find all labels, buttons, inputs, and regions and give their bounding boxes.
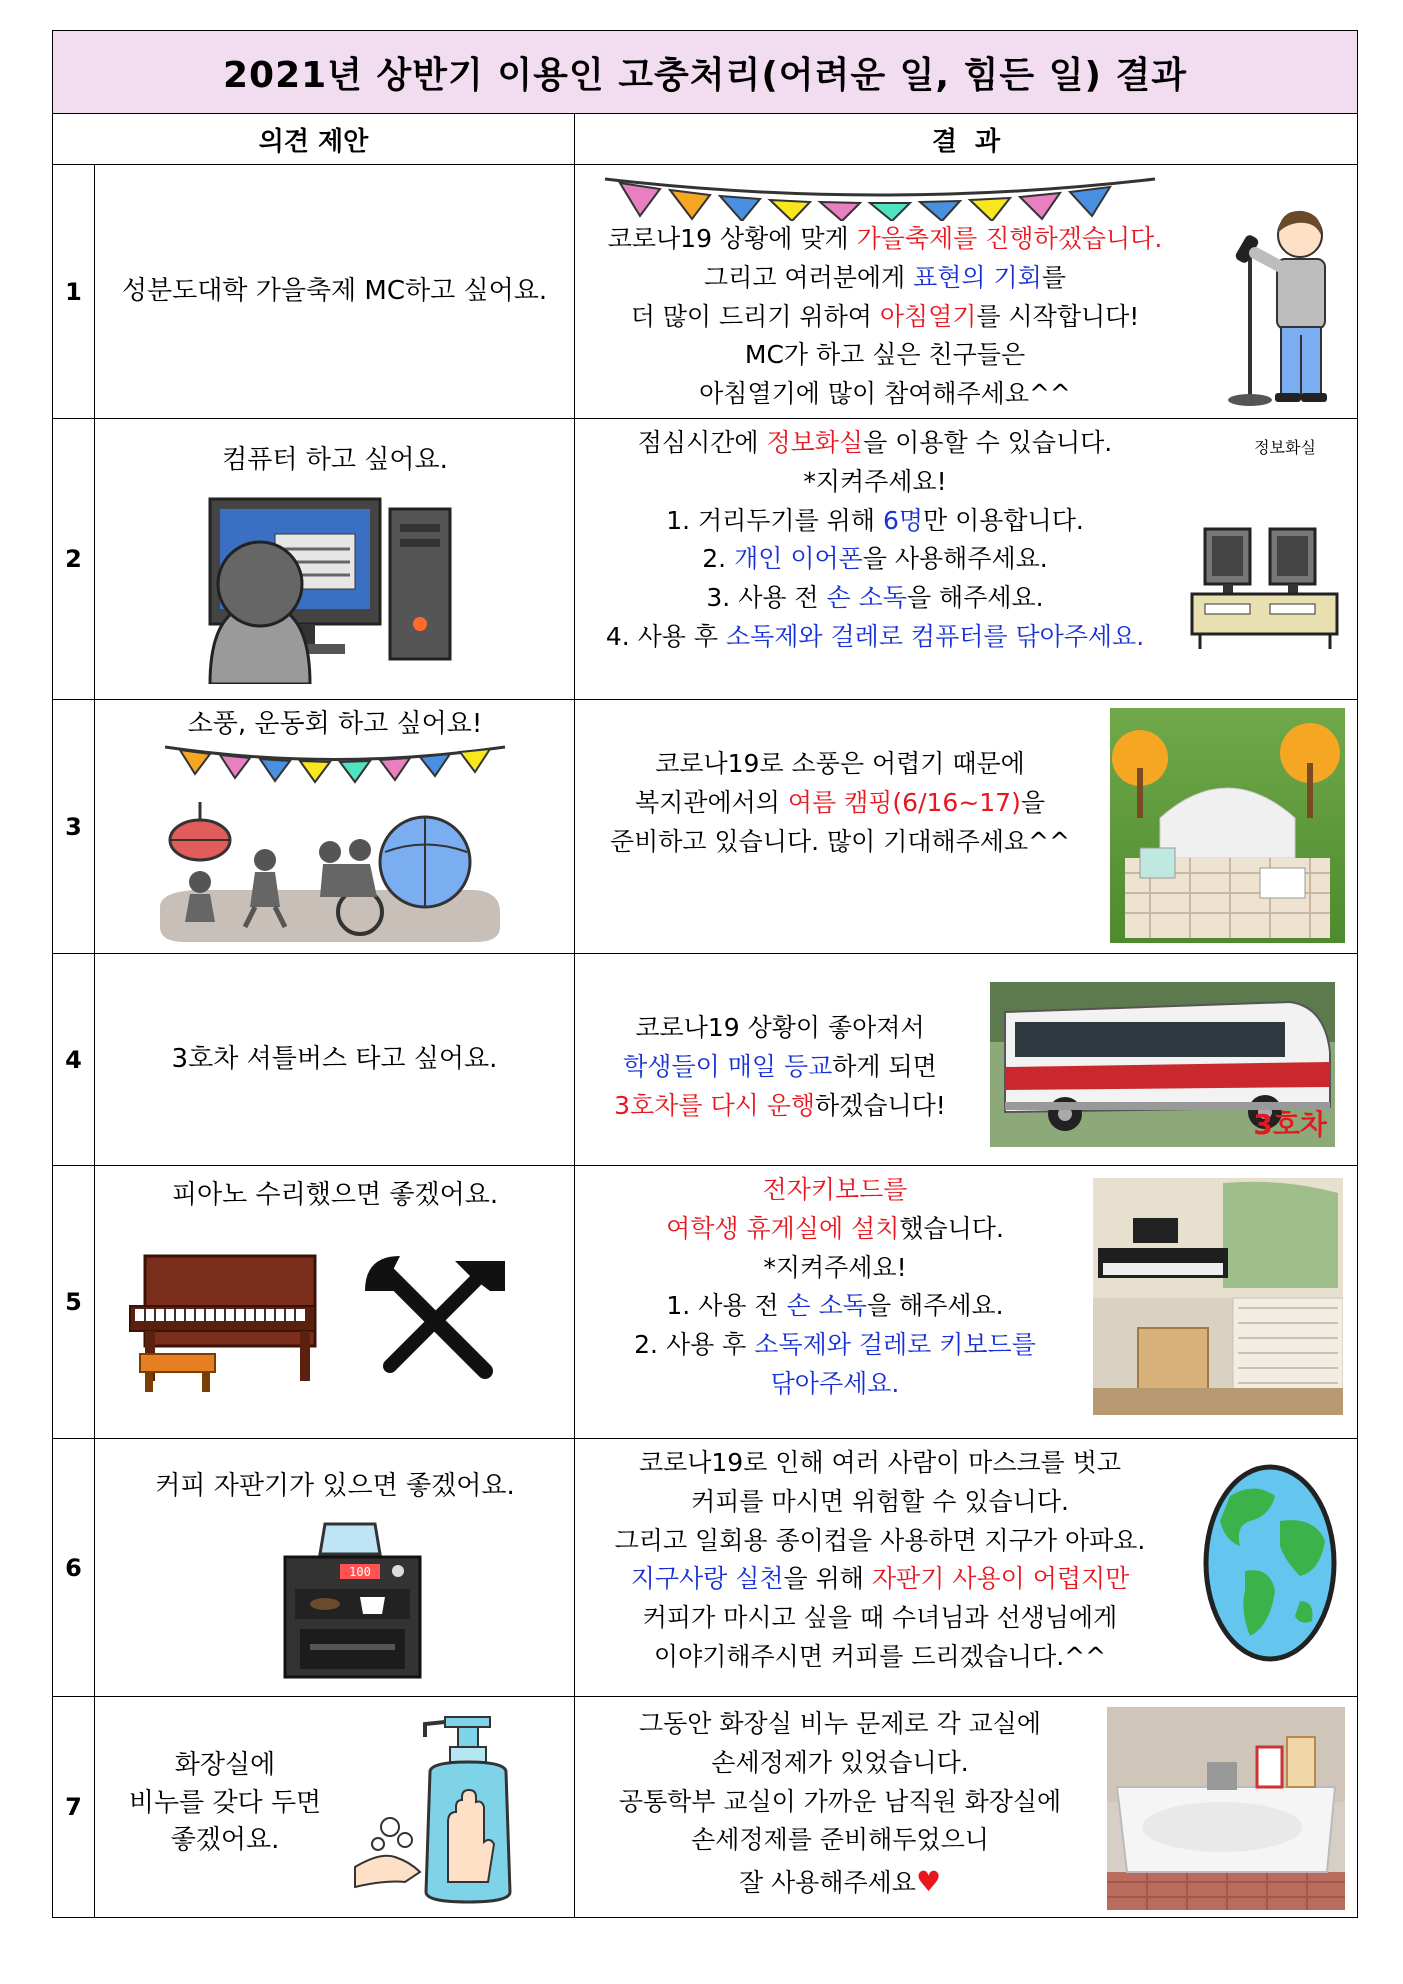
camping-photo [1110, 708, 1345, 943]
repair-tools-icon [360, 1251, 510, 1391]
document-sheet [52, 30, 1357, 1918]
heart-icon: ♥ [915, 1865, 942, 1898]
result-cell [575, 954, 1358, 1166]
row-number: 1 [53, 165, 95, 419]
result-text: 코로나19로 소풍은 어렵기 때문에 복지관에서의 여름 캠핑(6/16~17)을 준비하고 있습니다. 많이 기대해주세요^^ [609, 749, 1071, 856]
coffee-machine-illustration [280, 1519, 425, 1679]
bunting-decoration [600, 171, 1160, 221]
result-text: 점심시간에 정보화실을 이용할 수 있습니다. *지켜주세요! 1. 거리두기를 위해 6명만 이용합니다. 2. 개인 이어폰을 사용해주세요. 3. 사용 전 손 소독을 해주세요. 4. 사용 후 소독제와 걸레로 컴퓨터를 닦아주세요. [605, 428, 1145, 651]
table-row [53, 1439, 1358, 1697]
row-number: 4 [53, 954, 95, 1166]
machine-display-value: 100 [349, 1565, 371, 1579]
opinion-text: 화장실에 비누를 갖다 두면 좋겠어요. [128, 1750, 322, 1856]
room-label: 정보화실 [1254, 438, 1316, 457]
result-cell [575, 419, 1358, 700]
table-row [53, 700, 1358, 954]
opinion-cell [95, 1166, 575, 1439]
header-result: 결 과 [575, 114, 1358, 165]
washroom-sink-photo [1107, 1707, 1345, 1910]
keyboard-room-photo [1093, 1178, 1343, 1415]
table-row [53, 1166, 1358, 1439]
opinion-cell [95, 1439, 575, 1697]
table-row [53, 165, 1358, 419]
result-cell [575, 700, 1358, 954]
opinion-text: 커피 자판기가 있으면 좋겠어요. [155, 1471, 515, 1501]
row-number: 7 [53, 1697, 95, 1918]
result-text: 그동안 화장실 비누 문제로 각 교실에 손세정제가 있었습니다. 공통학부 교실이 가까운 남직원 화장실에 손세정제를 준비해두었으니 잘 사용해주세요♥ [618, 1709, 1062, 1898]
piano-illustration [110, 1246, 320, 1396]
computer-room-illustration [1190, 519, 1340, 649]
opinion-cell [95, 419, 575, 700]
table-row [53, 1697, 1358, 1918]
row-number: 3 [53, 700, 95, 954]
mc-person-illustration [1225, 195, 1345, 410]
opinion-text: 컴퓨터 하고 싶어요. [222, 445, 448, 475]
result-cell [575, 1166, 1358, 1439]
row-number: 6 [53, 1439, 95, 1697]
shuttle-bus-photo [990, 982, 1335, 1147]
hand-wash-illustration [350, 1712, 570, 1907]
opinion-text: 3호차 셔틀버스 타고 싶어요. [171, 1044, 498, 1074]
result-cell [575, 1697, 1358, 1918]
opinion-cell [95, 700, 575, 954]
result-cell [575, 1439, 1358, 1697]
computer-user-illustration [205, 494, 455, 684]
result-text: 코로나19로 인해 여러 사람이 마스크를 벗고 커피를 마시면 위험할 수 있습니다. 그리고 일회용 종이컵을 사용하면 지구가 아파요. 지구사랑 실천을 위해 자판기 사용이 어렵지만 커피가 마시고 싶을 때 수녀님과 선생님에게 이야기해주시면 커피를 드리겠습니다.^^ [614, 1448, 1146, 1671]
header-opinion: 의견 제안 [53, 114, 575, 165]
opinion-cell [95, 954, 575, 1166]
result-text: 전자키보드를 여학생 휴게실에 설치했습니다. *지켜주세요! 1. 사용 전 손 소독을 해주세요. 2. 사용 후 소독제와 걸레로 키보드를 닦아주세요. [634, 1175, 1036, 1398]
table-row [53, 419, 1358, 700]
row-number: 2 [53, 419, 95, 700]
opinion-cell [95, 165, 575, 419]
bus-number-label: 3호차 [1253, 1108, 1327, 1141]
result-cell [575, 165, 1358, 419]
result-table [52, 30, 1358, 1918]
table-row [53, 954, 1358, 1166]
opinion-text: 성분도대학 가을축제 MC하고 싶어요. [121, 276, 548, 306]
row-number: 5 [53, 1166, 95, 1439]
result-text: 코로나19 상황이 좋아져서 학생들이 매일 등교하게 되면 3호차를 다시 운행하겠습니다! [614, 1013, 946, 1120]
opinion-cell [95, 1697, 575, 1918]
opinion-text: 피아노 수리했으면 좋겠어요. [171, 1180, 499, 1210]
earth-globe-illustration [1200, 1461, 1340, 1666]
document-title: 2021년 상반기 이용인 고충처리(어려운 일, 힘든 일) 결과 [53, 31, 1358, 114]
opinion-text: 소풍, 운동회 하고 싶어요! [187, 709, 483, 739]
picnic-sports-illustration [155, 742, 515, 947]
result-text: 코로나19 상황에 맞게 가을축제를 진행하겠습니다. 그리고 여러분에게 표현의 기회를 더 많이 드리기 위하여 아침열기를 시작합니다! MC가 하고 싶은 친구들은 아침열기에 많이 참여해주세요^^ [607, 224, 1163, 408]
